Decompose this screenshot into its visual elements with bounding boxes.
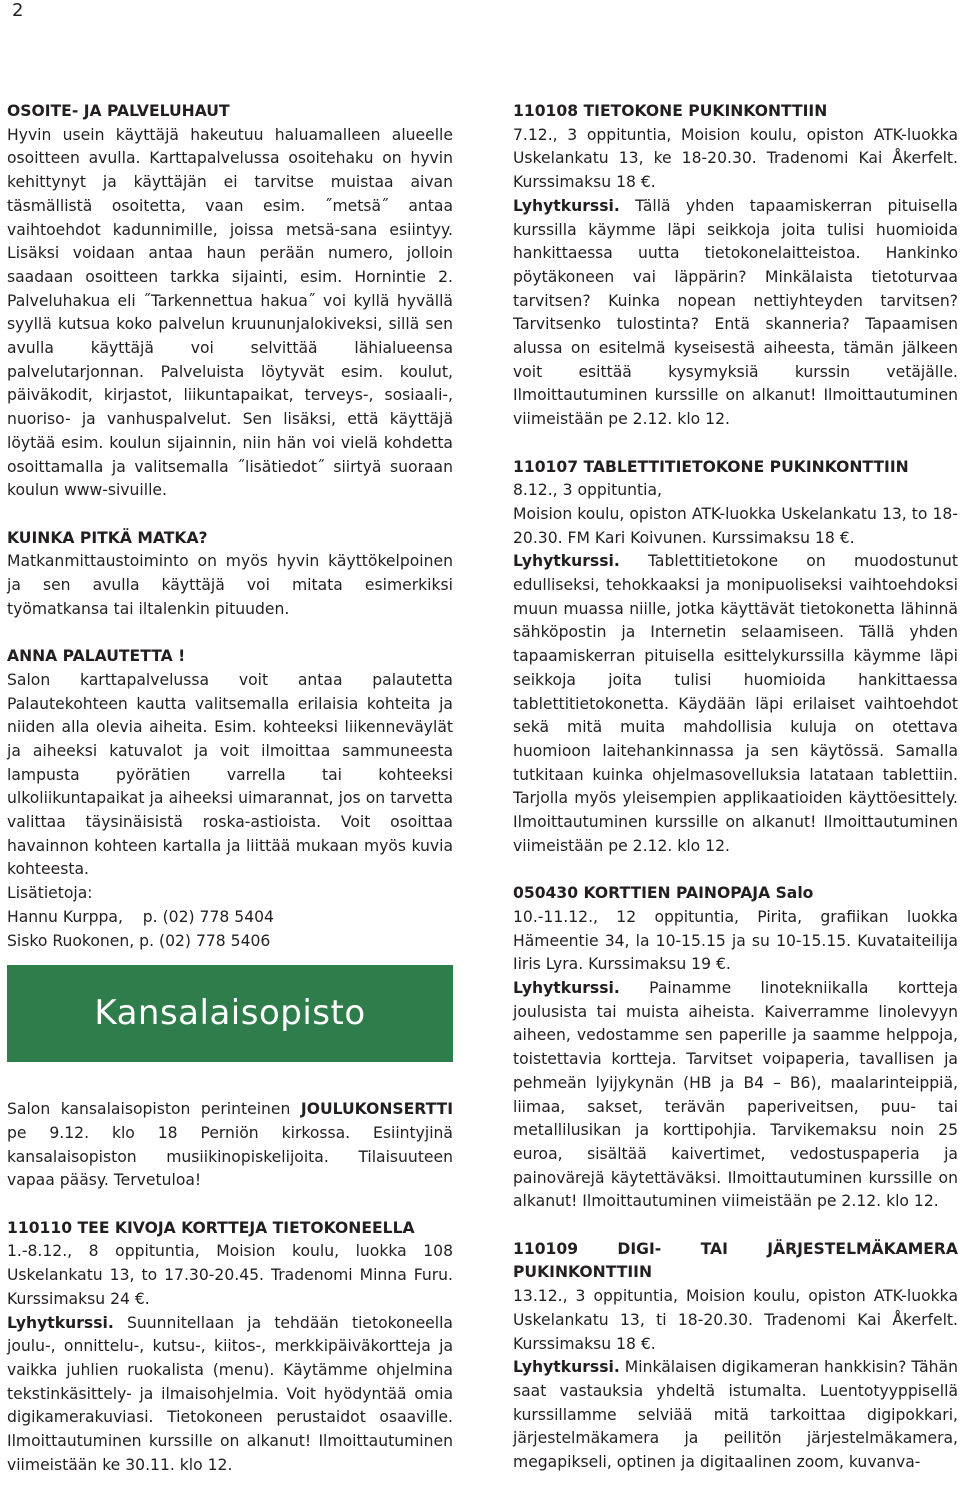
course-description [513, 977, 958, 1214]
section-kuinka-pitka-matka [7, 527, 453, 622]
course-title: 110108 TIETOKONE PUKINKONTTIIN [513, 102, 828, 120]
left-column [7, 100, 453, 1501]
concert-post: pe 9.12. klo 18 Perniön kirkossa. Esiintyjinä kansalaisopiston musiikinopiskelijoita. Tilaisuuteen vapaa pääsy. Tervetuloa! [7, 1123, 453, 1190]
right-column [513, 100, 958, 1498]
section-anna-palautetta [7, 645, 453, 953]
section-heading: KUINKA PITKÄ MATKA? [7, 528, 208, 547]
course-110109 [513, 1238, 958, 1475]
course-title: 110109 DIGI- TAI JÄRJESTELMÄKAMERA PUKINKONTTIIN [513, 1239, 958, 1282]
course-title: 050430 KORTTIEN PAINOPAJA Salo [513, 884, 814, 903]
course-description [513, 195, 958, 432]
concert-pre: Salon kansalaisopiston perinteinen [7, 1100, 301, 1119]
section-body: Hyvin usein käyttäjä hakeutuu haluamalleen alueelle osoitteen avulla. Karttapalvelussa osoitehaku on hyvin kehittynyt ja käyttäjän ei tarvitse muistaa aivan täsmällistä osoitetta, vaan esim. ˝metsä˝ antaa vaihtoehdot kadunnimille, joissa metsä-sana esiintyy. Lisäksi voidaan antaa haun perään numero, jolloin saadaan osoitteen tarkka sijainti, esim. Hornintie 2. Palveluhakua eli ˝Tarkennettua hakua˝ voi kyllä hyvällä syyllä kutsua koko palvelun kruununjalokiveksi, sillä sen avulla käyttäjä voi selvittää lähialueensa palvelutarjonnan. Palveluista löytyvät esim. koulut, päiväkodit, kirjastot, liikuntapaikat, terveys-, sosiaali-, nuoriso- ja vanhuspalvelut. Sen lisäksi, että käyttäjä löytää esim. koulun sijainnin, niin hän voi vielä kohdetta osoittamalla ja valitsemalla ˝lisätiedot˝ siirtyä suoraan koulun www-sivuille. [7, 125, 453, 500]
section-joulukonsertti [7, 1098, 453, 1193]
course-110107 [513, 456, 958, 859]
course-lead: Lyhytkurssi. [513, 1358, 620, 1377]
course-body: Painamme linotekniikalla kortteja joulusista tai muista aiheista. Kaiverramme linolevyyn aiheen, vedostamme sen paperille ja saamme helppoja, toistettavia kortteja. Tarvitset voipaperia, tavallisen ja pehmeän lyijykynän (HB ja B4 – B6), maalarinteippiä, liimaa, sakset, terävän paperiveitsen, puu- tai metallilusikan ja korttipohjia. Tarvikemaksu noin 25 euroa, sisältää kaivertimet, vedostuspaperia ja painovärejä käytettäväksi. Ilmoittautuminen kurssille on alkanut! Ilmoittautuminen viimeistään pe 2.12. klo 12. [513, 978, 958, 1211]
concert-text [7, 1098, 453, 1193]
contact-sisko: Sisko Ruokonen, p. (02) 778 5406 [7, 931, 271, 950]
banner-title: Kansalaisopisto [94, 992, 366, 1033]
course-info: Moision koulu, opiston ATK-luokka Uskelankatu 13, to 18-20.30. FM Kari Koivunen. Kurssimaksu 18 €. [513, 504, 958, 547]
section-heading: OSOITE- JA PALVELUHAUT [7, 102, 230, 120]
course-info-date: 8.12., 3 oppituntia, [513, 481, 662, 500]
contact-hannu: Hannu Kurppa, p. (02) 778 5404 [7, 907, 274, 926]
course-info: 1.-8.12., 8 oppituntia, Moision koulu, luokka 108 Uskelankatu 13, to 17.30-20.45. Tradenomi Minna Furu. Kurssimaksu 24 €. [7, 1242, 453, 1308]
course-body: Tällä yhden tapaamiskerran pituisella kurssilla käymme läpi seikkoja joita tulisi huomioida hankittaessa uutta tietokonelaitteistoa. Hankinko pöytäkoneen vai läppärin? Minkälaista tietoturvaa tarvitsen? Kuinka nopean nettiyhteyden tarvitsen? Tarvitsenko tulostinta? Entä skanneria? Tapaamisen alussa on esitelmä kyseisestä aiheesta, tämän jälkeen voit esittää kysymyksiä kurssin vetäjälle. Ilmoittautuminen kurssille on alkanut! Ilmoittautuminen viimeistään pe 2.12. klo 12. [513, 196, 958, 429]
course-body: Minkälaisen digikameran hankkisin? Tähän saat vastauksia yhdeltä istumalta. Luentotyyppisellä kurssillamme selviää mitä tarkoittaa digipokkari, järjestelmäkamera ja peilitön järjestelmäkamera, megapikseli, optinen ja digitaalinen zoom, kuvanva- [513, 1358, 958, 1472]
course-lead: Lyhytkurssi. [513, 196, 620, 215]
kansalaisopisto-banner [7, 965, 453, 1062]
course-info: 13.12., 3 oppituntia, Moision koulu, opiston ATK-luokka Uskelankatu 13, ti 18-20.30. Tradenomi Kai Åkerfelt. Kurssimaksu 18 €. [513, 1287, 958, 1353]
course-description [513, 1356, 958, 1475]
course-110108 [513, 100, 958, 432]
course-lead: Lyhytkurssi. [513, 978, 620, 997]
page-number: 2 [12, 0, 24, 21]
course-lead: Lyhytkurssi. [7, 1313, 114, 1332]
course-info: 10.-11.12., 12 oppituntia, Pirita, grafiikan luokka Hämeentie 34, la 10-15.15 ja su 10-15.15. Kuvataiteilija Iiris Lyra. Kurssimaksu 19 €. [513, 907, 958, 974]
course-body: Suunnitellaan ja tehdään tietokoneella joulu-, onnittelu-, kutsu-, kiitos-, merkkipäiväkortteja ja vaikka juhlien ruokalista (menu). Käytämme ohjelmina tekstinkäsittely- ja ilmaisohjelmia. Voit hyödyntää omia digikamerakuviasi. Tietokoneen perustaidot osaaville. Ilmoittautuminen kurssille on alkanut! Ilmoittautuminen viimeistään ke 30.11. klo 12. [7, 1313, 453, 1474]
course-description [513, 550, 958, 858]
course-description [7, 1312, 453, 1478]
section-body: Salon karttapalvelussa voit antaa palautetta Palautekohteen kautta valitsemalla erilaisia kohteita ja niiden alla olevia aiheita. Esim. kohteeksi liikenneväylät ja aiheeksi katuvalot ja voit ilmoittaa sammuneesta lampusta pyörätien varrella tai kohteeksi ulkoliikuntapaikat ja aiheeksi uimarannat, jos on tarvetta valittaa täysinäisistä roska-astioista. Voit osoittaa havainnon kohteen kartalla ja liittää mukaan myös kuvia kohteesta. [7, 670, 453, 879]
concert-title: JOULUKONSERTTI [300, 1100, 453, 1119]
course-110110 [7, 1217, 453, 1478]
course-title: 110110 TEE KIVOJA KORTTEJA TIETOKONEELLA [7, 1218, 415, 1237]
section-body: Matkanmittaustoiminto on myös hyvin käyttökelpoinen ja sen avulla käyttäjä voi mitata esimerkiksi työmatkansa tai iltalenkin pituuden. [7, 552, 453, 618]
course-title: 110107 TABLETTITIETOKONE PUKINKONTTIIN [513, 457, 909, 476]
course-lead: Lyhytkurssi. [513, 552, 620, 571]
section-heading: ANNA PALAUTETTA ! [7, 647, 186, 666]
course-info: 7.12., 3 oppituntia, Moision koulu, opiston ATK-luokka Uskelankatu 13, ke 18-20.30. Tradenomi Kai Åkerfelt. Kurssimaksu 18 €. [513, 125, 958, 192]
section-osoite-ja-palveluhaut [7, 100, 453, 503]
info-label: Lisätietoja: [7, 884, 93, 903]
course-050430 [513, 882, 958, 1214]
course-body: Tablettitietokone on muodostunut edulliseksi, tehokkaaksi ja monipuoliseksi vaihtoehdoksi muun muassa niille, jotka käyttävät tietokonetta lähinnä sähköpostin ja Internetin selaamiseen. Tällä yhden tapaamiskerran pituisella esittelykurssilla käymme läpi seikkoja joita tulisi huomioida hankittaessa tablettitietokonetta. Käydään läpi erilaiset vaihtoehdot sekä mitä muita mahdollisia kuluja on otettava huomioon laitehankinnassa ja sen käytössä. Samalla tutkitaan kuinka ohjelmasovelluksia latataan tablettiin. Tarjolla myös yleisempien applikaatioiden käyttöesittely. Ilmoittautuminen kurssille on alkanut! Ilmoittautuminen viimeistään pe 2.12. klo 12. [513, 552, 958, 855]
